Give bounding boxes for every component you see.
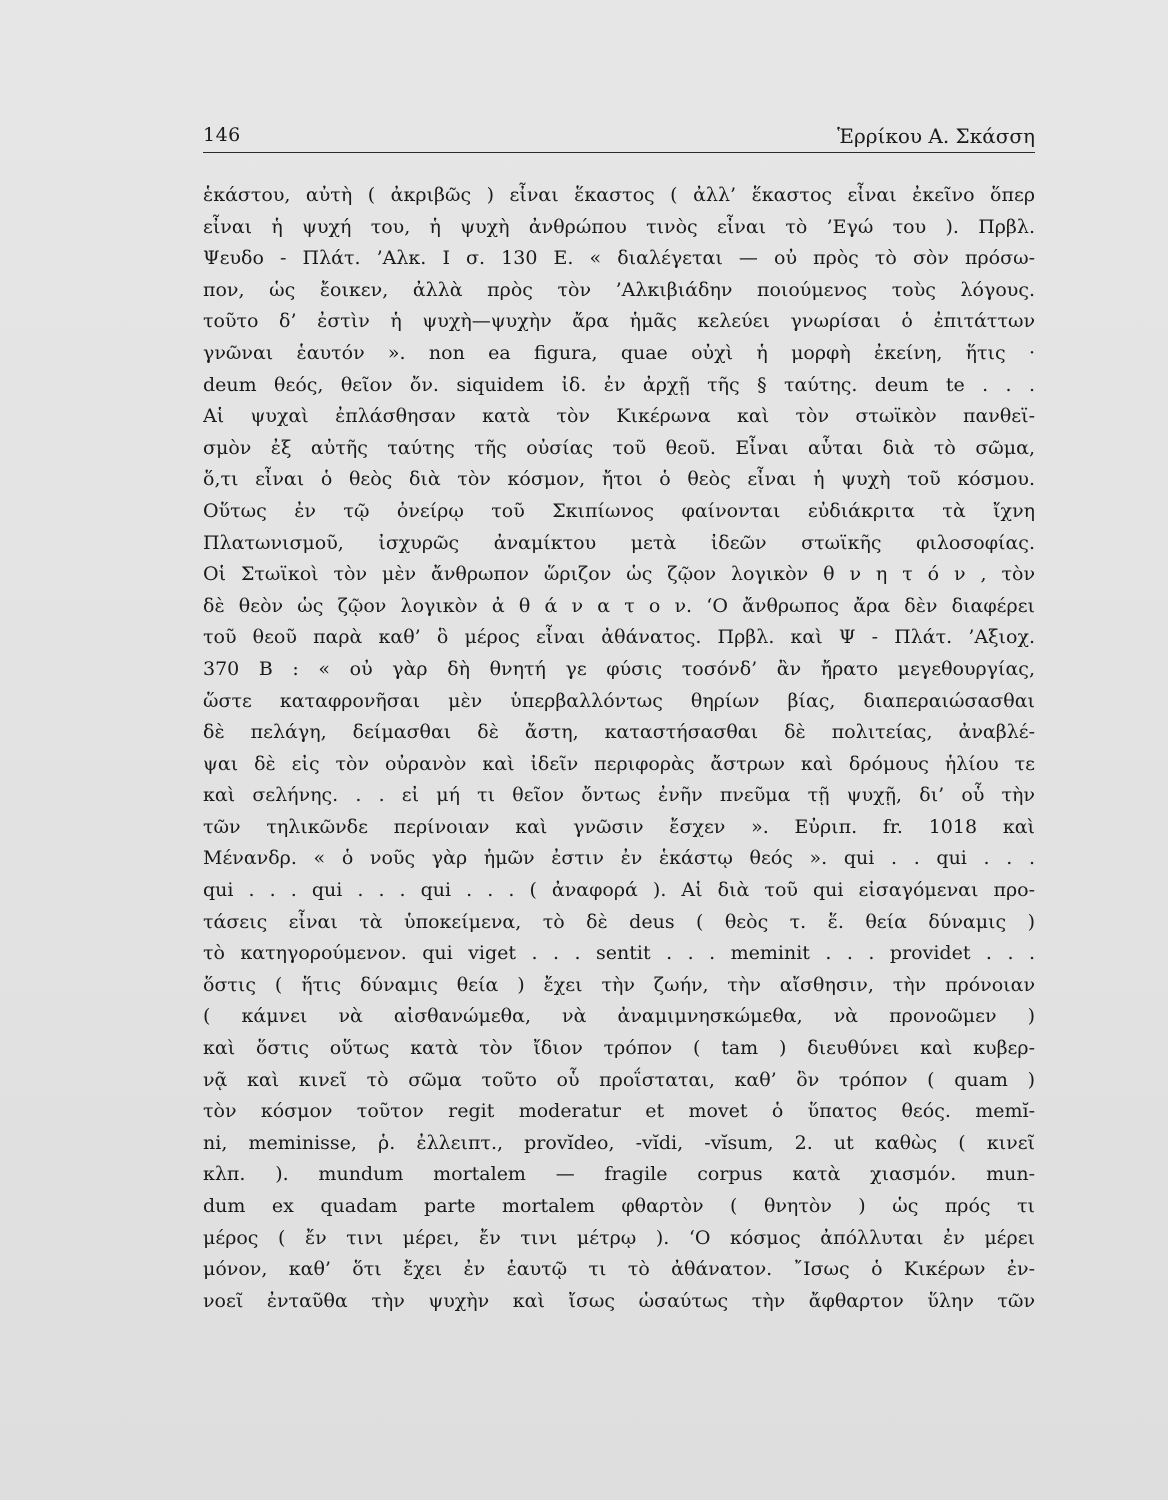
text-line: δὲ πελάγη, δείμασθαι δὲ ἄστη, καταστήσασθαι δὲ πολιτείας, ἀναβλέ- xyxy=(203,721,1035,744)
body-text xyxy=(203,180,1035,1317)
text-line: σμὸν ἐξ αὐτῆς ταύτης τῆς οὐσίας τοῦ θεοῦ. Εἶναι αὗται διὰ τὸ σῶμα, xyxy=(203,436,1035,459)
text-line: τοῦτο δ’ ἐστὶν ἡ ψυχὴ—ψυχὴν ἄρα ἡμᾶς κελεύει γνωρίσαι ὁ ἐπιτάττων xyxy=(203,310,1035,333)
text-line: τὸ κατηγορούμενον. qui viget . . . sentit . . . meminit . . . providet . . . xyxy=(203,942,1035,965)
text-line: Πλατωνισμοῦ, ἰσχυρῶς ἀναμίκτου μετὰ ἰδεῶν στωϊκῆς φιλοσοφίας. xyxy=(203,531,1035,554)
text-line: ὥστε καταφρονῆσαι μὲν ὑπερβαλλόντως θηρίων βίας, διαπεραιώσασθαι xyxy=(203,689,1035,712)
text-line: καὶ σελήνης. . . εἰ μή τι θεῖον ὄντως ἐνῆν πνεῦμα τῇ ψυχῇ, δι’ οὗ τὴν xyxy=(203,784,1035,807)
text-line: εἶναι ἡ ψυχή του, ἡ ψυχὴ ἀνθρώπου τινὸς εἶναι τὸ ’Εγώ του ). Πρβλ. xyxy=(203,215,1035,238)
text-line: Μένανδρ. « ὁ νοῦς γὰρ ἡμῶν ἐστιν ἐν ἑκάστῳ θεός ». qui . . qui . . . xyxy=(203,847,1035,870)
text-line: ὅ,τι εἶναι ὁ θεὸς διὰ τὸν κόσμον, ἤτοι ὁ θεὸς εἶναι ἡ ψυχὴ τοῦ κόσμου. xyxy=(203,468,1035,491)
text-line: δὲ θεὸν ὡς ζῷον λογικὸν ἀ θ ά ν α τ ο ν. ‘Ο ἄνθρωπος ἄρα δὲν διαφέρει xyxy=(203,594,1035,617)
text-line: γνῶναι ἑαυτόν ». non ea figura, quae οὐχὶ ἡ μορφὴ ἐκείνη, ἥτις · xyxy=(203,341,1035,364)
page-number: 146 xyxy=(203,124,241,146)
text-line: Αἱ ψυχαὶ ἐπλάσθησαν κατὰ τὸν Κικέρωνα καὶ τὸν στωϊκὸν πανθεϊ- xyxy=(203,405,1035,428)
text-line: πον, ὡς ἔοικεν, ἀλλὰ πρὸς τὸν ’Αλκιβιάδην ποιούμενος τοὺς λόγους. xyxy=(203,278,1035,301)
text-line: νᾷ καὶ κινεῖ τὸ σῶμα τοῦτο οὗ προΐσταται, καθ’ ὃν τρόπον ( quam ) xyxy=(203,1068,1035,1091)
text-line: μέρος ( ἔν τινι μέρει, ἔν τινι μέτρῳ ). ‘Ο κόσμος ἀπόλλυται ἐν μέρει xyxy=(203,1226,1035,1249)
running-head: Ἑρρίκου Α. Σκάσση xyxy=(837,124,1035,148)
text-line: νοεῖ ἐνταῦθα τὴν ψυχὴν καὶ ἴσως ὡσαύτως τὴν ἄφθαρτον ὕλην τῶν xyxy=(203,1289,1035,1312)
text-line: τοῦ θεοῦ παρὰ καθ’ ὃ μέρος εἶναι ἀθάνατος. Πρβλ. καὶ Ψ - Πλάτ. ’Αξιοχ. xyxy=(203,626,1035,649)
text-line: dum ex quadam parte mortalem φθαρτὸν ( θνητὸν ) ὡς πρός τι xyxy=(203,1195,1035,1217)
text-line: qui . . . qui . . . qui . . . ( ἀναφορά ). Αἱ διὰ τοῦ qui εἰσαγόμεναι προ- xyxy=(203,879,1035,902)
text-line: τῶν τηλικῶνδε περίνοιαν καὶ γνῶσιν ἔσχεν ». Εὐριπ. fr. 1018 καὶ xyxy=(203,815,1035,838)
text-line: κλπ. ). mundum mortalem — fragile corpus κατὰ χιασμόν. mun- xyxy=(203,1163,1035,1186)
text-line: Οὕτως ἐν τῷ ὀνείρῳ τοῦ Σκιπίωνος φαίνονται εὐδιάκριτα τὰ ἴχνη xyxy=(203,499,1035,522)
text-line: Οἱ Στωϊκοὶ τὸν μὲν ἄνθρωπον ὥριζον ὡς ζῷον λογικὸν θ ν η τ ό ν , τὸν xyxy=(203,563,1035,586)
text-line: ὅστις ( ἥτις δύναμις θεία ) ἔχει τὴν ζωήν, τὴν αἴσθησιν, τὴν πρόνοιαν xyxy=(203,973,1035,996)
text-line: Ψευδο - Πλάτ. ’Αλκ. I σ. 130 E. « διαλέγεται — οὐ πρὸς τὸ σὸν πρόσω- xyxy=(203,247,1035,270)
text-line: 370 B : « οὐ γὰρ δὴ θνητή γε φύσις τοσόνδ’ ἂν ἤρατο μεγεθουργίας, xyxy=(203,657,1035,680)
text-line: τὸν κόσμον τοῦτον regit moderatur et movet ὁ ὕπατος θεός. memĭ- xyxy=(203,1100,1035,1123)
text-line: μόνον, καθ’ ὅτι ἔχει ἐν ἑαυτῷ τι τὸ ἀθάνατον. ῎Ισως ὁ Κικέρων ἐν- xyxy=(203,1258,1035,1281)
page-header xyxy=(203,118,1035,153)
text-line: ( κάμνει νὰ αἰσθανώμεθα, νὰ ἀναμιμνησκώμεθα, νὰ προνοῶμεν ) xyxy=(203,1005,1035,1028)
text-line: ψαι δὲ εἰς τὸν οὐρανὸν καὶ ἰδεῖν περιφορὰς ἄστρων καὶ δρόμους ἡλίου τε xyxy=(203,752,1035,775)
text-line: deum θεός, θεῖον ὄν. siquidem ἰδ. ἐν ἀρχῇ τῆς § ταύτης. deum te . . . xyxy=(203,373,1035,396)
text-line: ni, meminisse, ῥ. ἐλλειπτ., provĭdeo, -vĭdi, -vĭsum, 2. ut καθὼς ( κινεῖ xyxy=(203,1131,1035,1154)
text-line: ἑκάστου, αὐτὴ ( ἀκριβῶς ) εἶναι ἕκαστος ( ἀλλ’ ἕκαστος εἶναι ἐκεῖνο ὅπερ xyxy=(203,184,1035,206)
text-line: τάσεις εἶναι τὰ ὑποκείμενα, τὸ δὲ deus ( θεὸς τ. ἕ. θεία δύναμις ) xyxy=(203,910,1035,933)
text-line: καὶ ὅστις οὕτως κατὰ τὸν ἴδιον τρόπον ( tam ) διευθύνει καὶ κυβερ- xyxy=(203,1037,1035,1060)
